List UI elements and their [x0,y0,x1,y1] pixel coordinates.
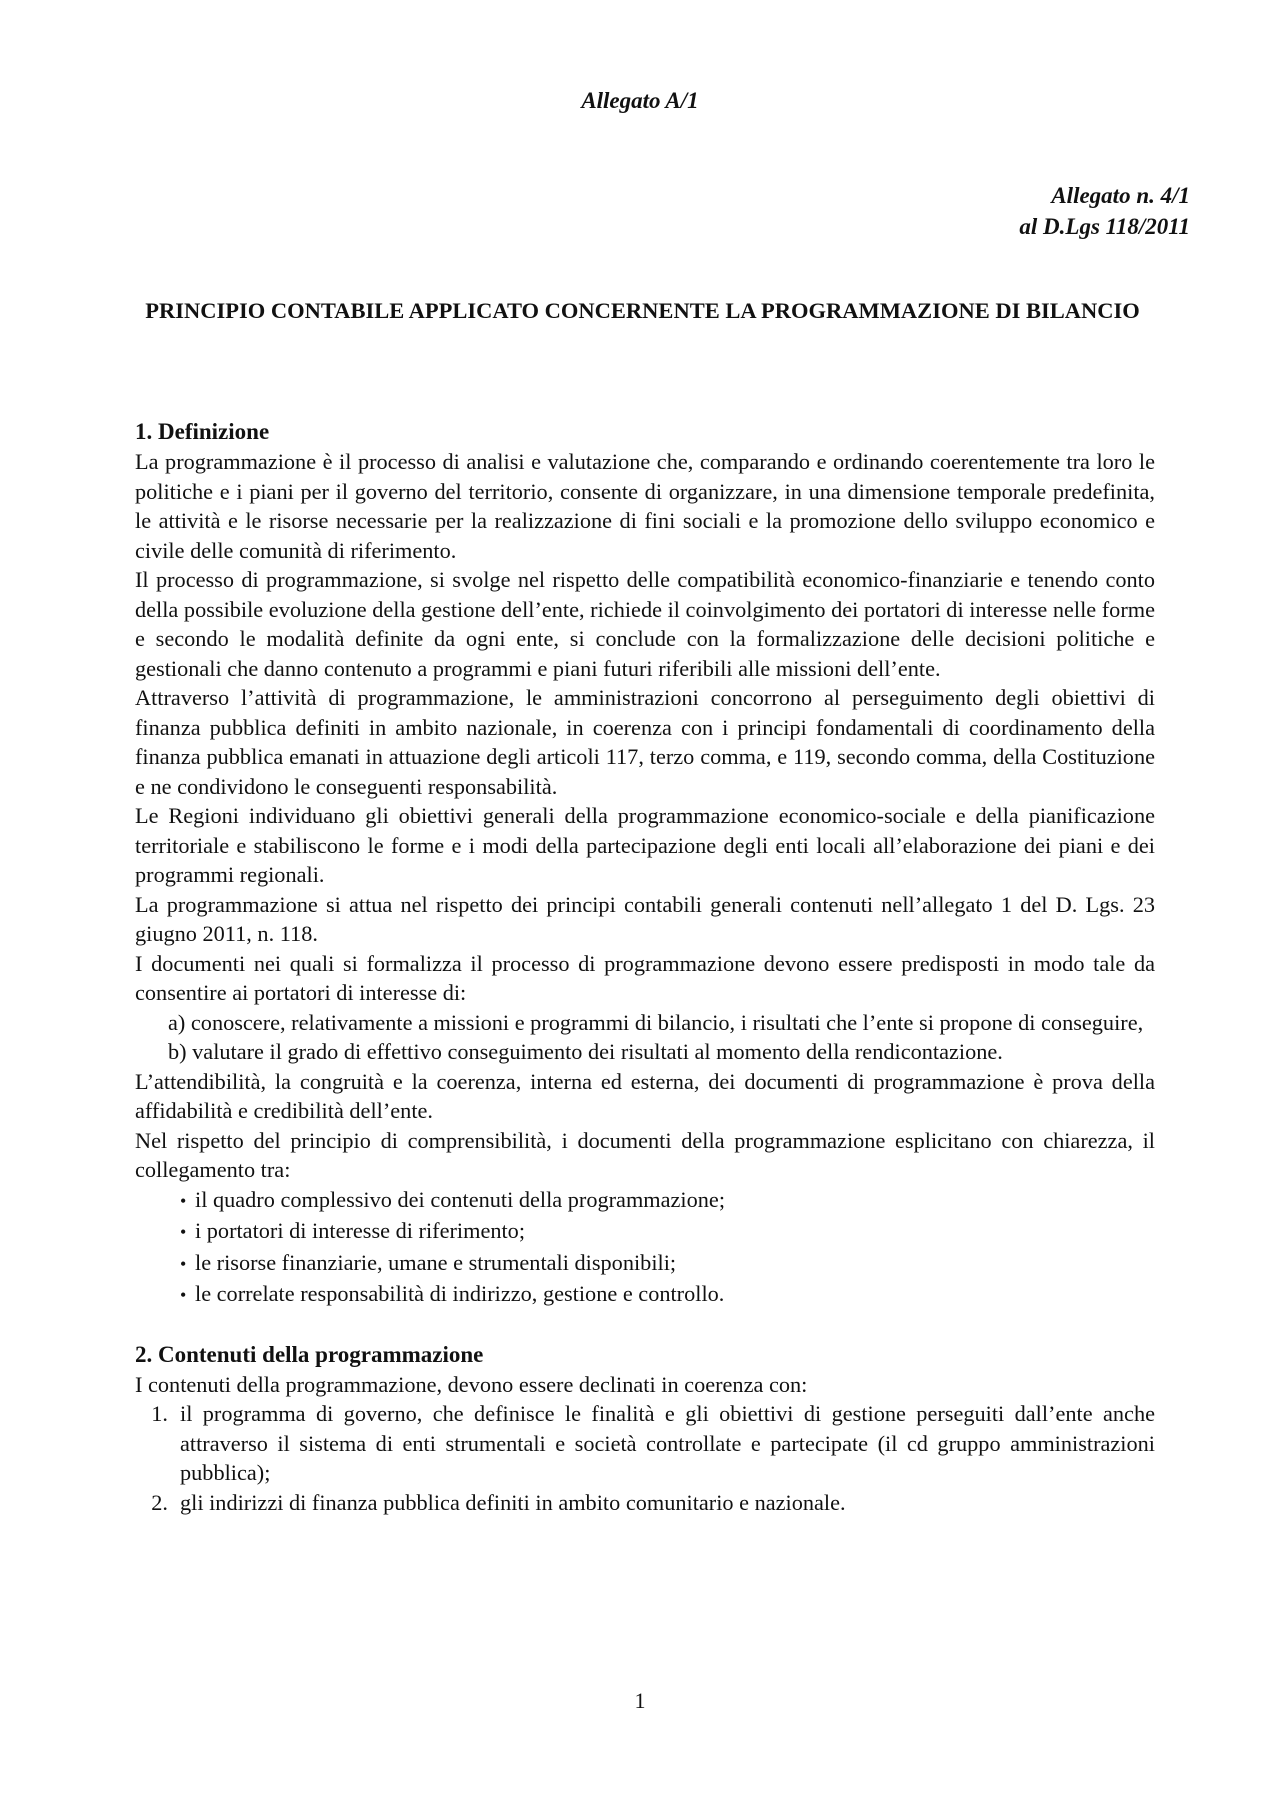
document-body [135,417,1155,1517]
list-item-text: le risorse finanziarie, umane e strumentali disponibili; [195,1249,677,1275]
list-item-text: i portatori di interesse di riferimento; [195,1218,526,1243]
paragraph: I contenuti della programmazione, devono essere declinati in coerenza con: [135,1371,808,1397]
list-item [180,1248,1155,1280]
section-spacer [135,1311,1155,1340]
paragraph: L’attendibilità, la congruità e la coerenza, interna ed esterna, dei documenti di programmazione è prova della affidabilità e credibilità dell’ente. [135,1068,1155,1123]
bullet-icon: • [180,1253,187,1274]
list-item-text: il quadro complessivo dei contenuti della programmazione; [195,1186,726,1212]
paragraph: La programmazione è il processo di analisi e valutazione che, comparando e ordinando coerentemente tra loro le politiche e i piani per il governo del territorio, consente di organizzare, in una dimensione temporale predefinita, le attività e le risorse necessarie per la realizzazione di fini sociali e la promozione dello sviluppo economico e civile delle comunità di riferimento. [135,449,1155,563]
list-item-text: il programma di governo, che definisce le finalità e gli obiettivi di gestione perseguiti dall’ente anche attraverso il sistema di enti strumentali e società controllate e partecipate (il cd gruppo amministrazioni pubblica); [180,1401,1155,1485]
list-item [135,1488,1155,1518]
list-item-text: gli indirizzi di finanza pubblica definiti in ambito comunitario e nazionale. [180,1489,846,1515]
list-item-a: a) conoscere, relativamente a missioni e programmi di bilancio, i risultati che l’ente si propone di conseguire, [168,1009,1144,1035]
annex-reference [1019,180,1190,242]
annex-label: Allegato A/1 [581,88,699,113]
list-item-number: 2. [151,1489,168,1515]
numbered-list [135,1399,1155,1517]
decree-reference: al D.Lgs 118/2011 [1019,214,1190,239]
bullet-icon: • [180,1190,187,1211]
section-2-heading: 2. Contenuti della programmazione [135,1341,484,1367]
list-item-text: le correlate responsabilità di indirizzo, gestione e controllo. [195,1281,725,1306]
paragraph: Attraverso l’attività di programmazione, le amministrazioni concorrono al perseguimento degli obiettivi di finanza pubblica definiti in ambito nazionale, in coerenza con i principi fondamentali di coordinamento della finanza pubblica emanati in attuazione degli articoli 117, terzo comma, e 119, secondo comma, della Costituzione e ne condividono le conseguenti responsabilità. [135,685,1155,799]
page-number: 1 [634,1688,646,1713]
list-item-b: b) valutare il grado di effettivo conseguimento dei risultati al momento della rendicontazione. [168,1039,1003,1064]
bullet-list [135,1185,1155,1311]
list-item [180,1216,1155,1248]
paragraph: Nel rispetto del principio di comprensibilità, i documenti della programmazione esplicitano con chiarezza, il collegamento tra: [135,1127,1155,1182]
list-item [180,1279,1155,1311]
bullet-icon: • [180,1222,187,1242]
list-item [180,1185,1155,1217]
paragraph: Il processo di programmazione, si svolge nel rispetto delle compatibilità economico-finanziarie e tenendo conto della possibile evoluzione della gestione dell’ente, richiede il coinvolgimento dei portatori di interesse nelle forme e secondo le modalità definite da ogni ente, si conclude con la formalizzazione delle decisioni politiche e gestionali che danno contenuto a programmi e piani futuri riferibili alle missioni dell’ente. [135,567,1155,681]
list-item-number: 1. [151,1401,168,1426]
paragraph: I documenti nei quali si formalizza il processo di programmazione devono essere predisposti in modo tale da consentire ai portatori di interesse di: [135,950,1155,1005]
bullet-icon: • [180,1285,187,1305]
paragraph: Le Regioni individuano gli obiettivi generali della programmazione economico-sociale e della pianificazione territoriale e stabiliscono le forme e i modi della partecipazione degli enti locali all’elaborazione dei piani e dei programmi regionali. [135,803,1155,887]
paragraph: La programmazione si attua nel rispetto dei principi contabili generali contenuti nell’allegato 1 del D. Lgs. 23 giugno 2011, n. 118. [135,891,1155,946]
document-title: PRINCIPIO CONTABILE APPLICATO CONCERNENTE LA PROGRAMMAZIONE DI BILANCIO [145,298,1140,323]
list-item [135,1399,1155,1488]
annex-number: Allegato n. 4/1 [1051,183,1190,208]
section-1-heading: 1. Definizione [135,419,270,444]
